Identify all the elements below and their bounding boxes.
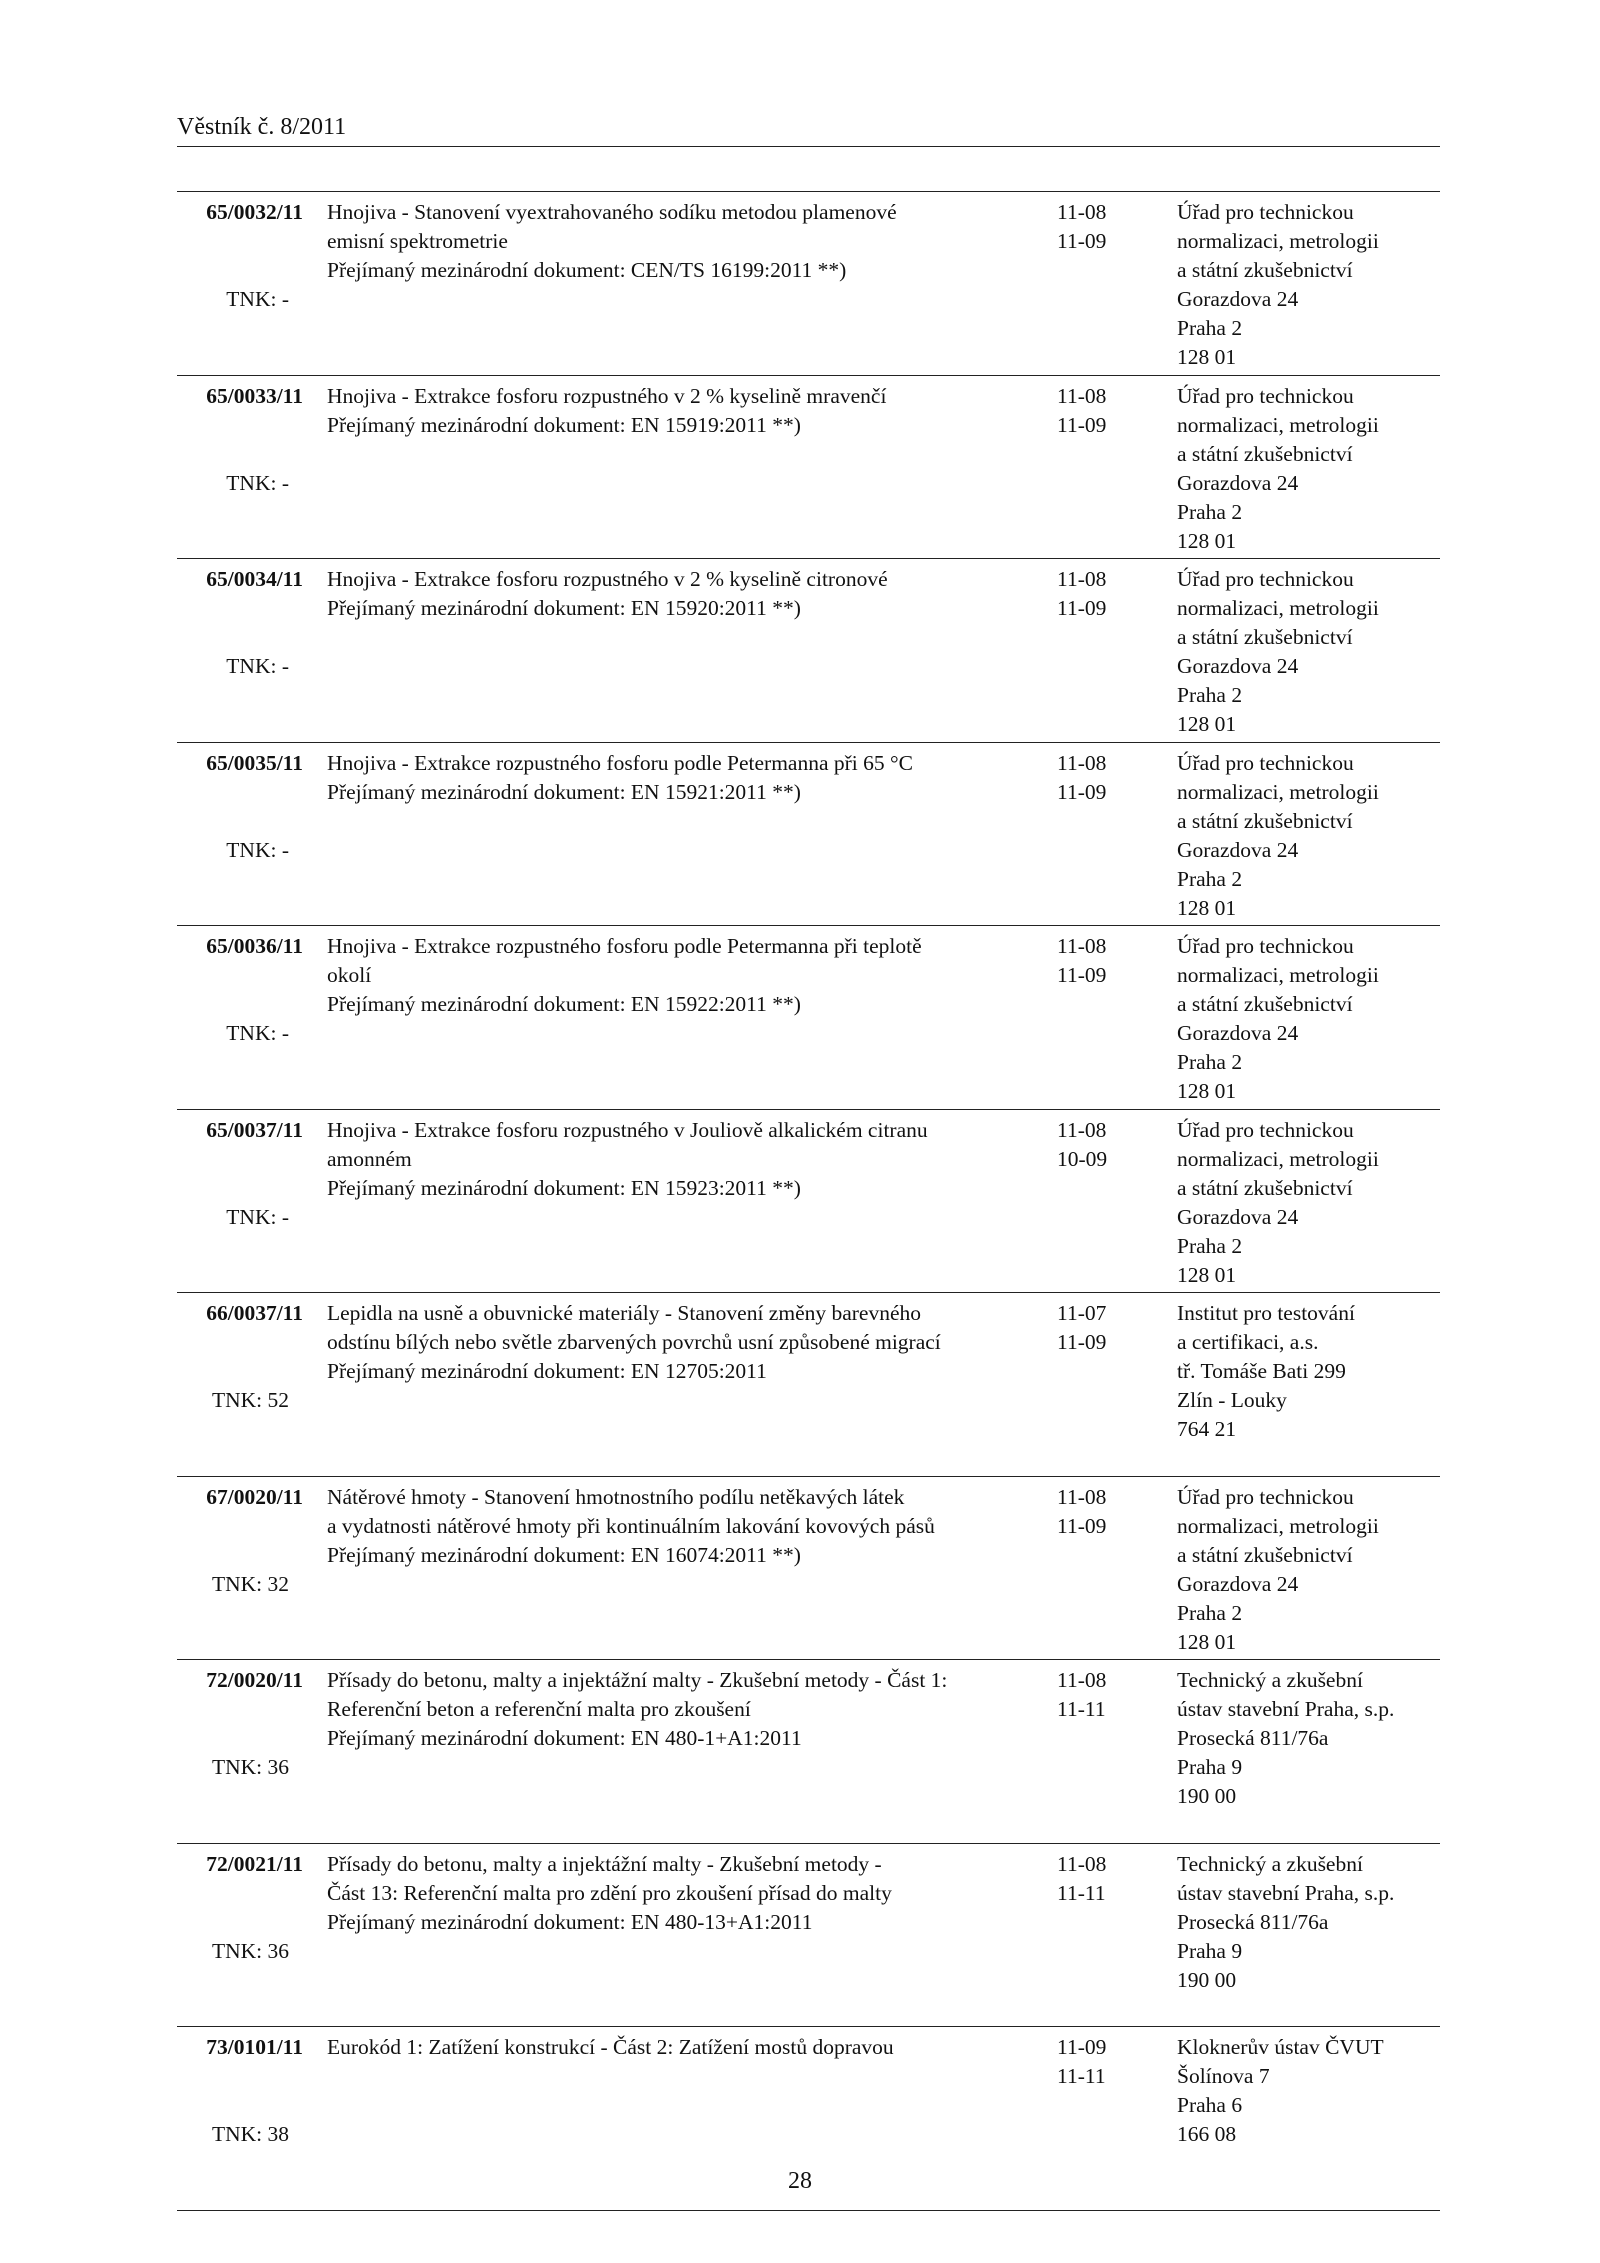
record-address-line: Praha 9	[1177, 1755, 1243, 1779]
record-address-line: Prosecká 811/76a	[1177, 1909, 1329, 1934]
record-description	[327, 565, 888, 623]
record-address-line: 128 01	[1177, 345, 1237, 369]
record-dates-line: 11-11	[1057, 1880, 1106, 1905]
record-description-line: Přejímaný mezinárodní dokument: EN 15921:2011 **)	[327, 779, 801, 804]
record-row	[177, 376, 1440, 560]
record-address-line: Praha 6	[1177, 2093, 1243, 2117]
record-tnk: TNK: -	[226, 837, 289, 862]
record-id: 66/0037/11	[206, 1301, 303, 1325]
record-address-line: Praha 2	[1177, 316, 1243, 340]
record-description-line: Hnojiva - Stanovení vyextrahovaného sodíku metodou plamenové	[327, 200, 897, 224]
record-address-line: normalizaci, metrologii	[1177, 229, 1379, 253]
record-address-line: Šolínova 7	[1177, 2064, 1270, 2088]
record-address-line: a státní zkušebnictví	[1177, 1175, 1353, 1200]
record-address-line: normalizaci, metrologii	[1177, 596, 1379, 620]
record-description-line: Přejímaný mezinárodní dokument: EN 16074:2011 **)	[327, 1542, 801, 1567]
page-number: 28	[788, 2168, 812, 2194]
record-address-line: Gorazdova 24	[1177, 1021, 1299, 1045]
record-address-line: 128 01	[1177, 1079, 1237, 1103]
record-description-line: Přejímaný mezinárodní dokument: EN 480-1+A1:2011	[327, 1726, 802, 1750]
record-dates-line: 11-07	[1057, 1301, 1107, 1325]
record-address-line: a státní zkušebnictví	[1177, 992, 1353, 1016]
record-dates-line: 11-09	[1057, 2035, 1107, 2059]
record-address-line: 764 21	[1177, 1417, 1237, 1441]
record-row	[177, 1110, 1440, 1294]
record-dates-line: 11-08	[1057, 1117, 1107, 1142]
record-tnk: TNK: 32	[211, 1571, 289, 1596]
record-dates-line: 11-09	[1057, 779, 1107, 804]
record-id: 65/0033/11	[206, 383, 303, 408]
record-address-line: Kloknerův ústav ČVUT	[1177, 2035, 1384, 2059]
page-header	[177, 112, 1440, 147]
record-address-line: normalizaci, metrologii	[1177, 779, 1379, 804]
record-address-line: Technický a zkušební	[1177, 1851, 1363, 1876]
record-dates-line: 11-08	[1057, 1668, 1107, 1692]
record-description-line: Přejímaný mezinárodní dokument: EN 12705:2011	[327, 1359, 767, 1383]
record-address-line: Praha 2	[1177, 866, 1243, 891]
record-address-line: Gorazdova 24	[1177, 837, 1299, 862]
record-address-line: normalizaci, metrologii	[1177, 1513, 1379, 1538]
record-description-line: Hnojiva - Extrakce rozpustného fosforu podle Petermanna při teplotě	[327, 934, 922, 958]
record-address-line: 128 01	[1177, 1629, 1237, 1654]
record-tnk: TNK: -	[226, 287, 289, 311]
record-description	[327, 1850, 892, 1937]
record-address	[1177, 1850, 1440, 1995]
record-row	[177, 559, 1440, 743]
record-row	[177, 1477, 1440, 1661]
record-address-line: a státní zkušebnictví	[1177, 258, 1353, 282]
record-dates-line: 11-11	[1057, 2064, 1106, 2088]
record-tnk: TNK: -	[226, 1204, 289, 1229]
record-description	[327, 1666, 948, 1753]
record-row	[177, 192, 1440, 376]
record-description-line: Nátěrové hmoty - Stanovení hmotnostního podílu netěkavých látek	[327, 1484, 905, 1509]
record-description	[327, 382, 887, 440]
record-description	[327, 1299, 941, 1386]
record-address-line: 128 01	[1177, 528, 1237, 553]
record-address-line: normalizaci, metrologii	[1177, 1146, 1379, 1171]
record-address-line: Praha 2	[1177, 1233, 1243, 1258]
record-address-line: normalizaci, metrologii	[1177, 963, 1379, 987]
record-description-line: Lepidla na usně a obuvnické materiály - Stanovení změny barevného	[327, 1301, 922, 1325]
record-address-line: a státní zkušebnictví	[1177, 808, 1353, 833]
record-row	[177, 1660, 1440, 1844]
record-description	[327, 749, 913, 807]
record-address-line: Úřad pro technickou	[1177, 383, 1354, 408]
record-dates-line: 11-09	[1057, 412, 1107, 437]
record-address-line: Úřad pro technickou	[1177, 1117, 1354, 1142]
record-id: 72/0020/11	[206, 1668, 303, 1692]
record-dates-line: 10-09	[1057, 1146, 1108, 1171]
record-id: 73/0101/11	[206, 2035, 303, 2059]
record-address-line: Gorazdova 24	[1177, 1204, 1299, 1229]
record-address	[1177, 932, 1440, 1106]
record-address-line: 128 01	[1177, 712, 1237, 736]
record-address-line: Úřad pro technickou	[1177, 750, 1354, 775]
record-address-line: Úřad pro technickou	[1177, 200, 1354, 224]
record-row	[177, 1293, 1440, 1477]
record-address-line: Gorazdova 24	[1177, 470, 1299, 495]
record-address-line: a státní zkušebnictví	[1177, 1542, 1353, 1567]
record-address-line: Gorazdova 24	[1177, 654, 1299, 678]
record-dates	[1057, 932, 1147, 990]
record-dates-line: 11-09	[1057, 229, 1107, 253]
record-description	[327, 2033, 894, 2062]
record-address-line: a certifikaci, a.s.	[1177, 1330, 1319, 1354]
record-dates	[1057, 1850, 1147, 1908]
record-address-line: Praha 2	[1177, 499, 1243, 524]
record-dates	[1057, 749, 1147, 807]
record-dates-line: 11-09	[1057, 1513, 1107, 1538]
record-address-line: normalizaci, metrologii	[1177, 412, 1379, 437]
record-dates-line: 11-08	[1057, 200, 1107, 224]
record-dates	[1057, 1666, 1147, 1724]
record-tnk: TNK: 36	[211, 1938, 289, 1963]
record-address-line: Zlín - Louky	[1177, 1388, 1287, 1412]
record-dates	[1057, 382, 1147, 440]
journal-title: Věstník č. 8/2011	[177, 114, 347, 140]
record-dates-line: 11-08	[1057, 750, 1107, 775]
record-tnk: TNK: -	[226, 654, 289, 678]
record-row	[177, 926, 1440, 1110]
record-description-line: emisní spektrometrie	[327, 229, 508, 253]
record-address	[1177, 565, 1440, 739]
record-dates-line: 11-11	[1057, 1697, 1106, 1721]
record-address-line: Institut pro testování	[1177, 1301, 1355, 1325]
record-id: 65/0037/11	[206, 1117, 303, 1142]
record-dates-line: 11-09	[1057, 1330, 1107, 1354]
record-description-line: Přejímaný mezinárodní dokument: CEN/TS 16199:2011 **)	[327, 258, 847, 282]
record-row	[177, 743, 1440, 927]
record-id: 65/0035/11	[206, 750, 303, 775]
record-address-line: 166 08	[1177, 2122, 1237, 2146]
record-address	[1177, 1666, 1440, 1811]
record-address	[1177, 198, 1440, 372]
record-address-line: Gorazdova 24	[1177, 287, 1299, 311]
record-dates	[1057, 1483, 1147, 1541]
record-address-line: Praha 9	[1177, 1938, 1243, 1963]
record-dates-line: 11-08	[1057, 934, 1107, 958]
record-description-line: okolí	[327, 963, 372, 987]
record-description	[327, 1116, 928, 1203]
record-address	[1177, 2033, 1440, 2149]
record-address-line: a státní zkušebnictví	[1177, 625, 1353, 649]
record-dates-line: 11-09	[1057, 596, 1107, 620]
record-address-line: ústav stavební Praha, s.p.	[1177, 1697, 1395, 1721]
record-tnk: TNK: 52	[211, 1388, 289, 1412]
record-address-line: 128 01	[1177, 1262, 1237, 1287]
record-description-line: Hnojiva - Extrakce fosforu rozpustného v 2 % kyselině mravenčí	[327, 383, 887, 408]
record-address	[1177, 749, 1440, 923]
record-address	[1177, 1299, 1440, 1444]
record-description-line: Přejímaný mezinárodní dokument: EN 15920:2011 **)	[327, 596, 801, 620]
record-id: 72/0021/11	[206, 1851, 303, 1876]
record-description-line: Přejímaný mezinárodní dokument: EN 15922:2011 **)	[327, 992, 801, 1016]
record-address	[1177, 1483, 1440, 1657]
record-description-line: Hnojiva - Extrakce rozpustného fosforu podle Petermanna při 65 °C	[327, 750, 913, 775]
record-id: 67/0020/11	[206, 1484, 303, 1509]
record-address-line: Prosecká 811/76a	[1177, 1726, 1329, 1750]
record-id: 65/0034/11	[206, 567, 303, 591]
record-row	[177, 1844, 1440, 2028]
record-description-line: Přísady do betonu, malty a injektážní malty - Zkušební metody -	[327, 1851, 882, 1876]
record-tnk: TNK: 36	[211, 1755, 289, 1779]
record-description-line: Eurokód 1: Zatížení konstrukcí - Část 2: Zatížení mostů dopravou	[327, 2035, 894, 2059]
record-address-line: tř. Tomáše Bati 299	[1177, 1359, 1346, 1383]
record-tnk: TNK: -	[226, 470, 289, 495]
record-description	[327, 1483, 935, 1570]
record-dates-line: 11-08	[1057, 567, 1107, 591]
record-address-line: Praha 2	[1177, 683, 1243, 707]
record-dates	[1057, 1116, 1147, 1174]
record-dates-line: 11-08	[1057, 383, 1107, 408]
record-description-line: Hnojiva - Extrakce fosforu rozpustného v 2 % kyselině citronové	[327, 567, 888, 591]
record-dates	[1057, 2033, 1147, 2091]
record-address-line: Technický a zkušební	[1177, 1668, 1363, 1692]
record-address	[1177, 1116, 1440, 1290]
record-description-line: Přísady do betonu, malty a injektážní malty - Zkušební metody - Část 1:	[327, 1668, 948, 1692]
record-address-line: ústav stavební Praha, s.p.	[1177, 1880, 1395, 1905]
record-description-line: odstínu bílých nebo světle zbarvených povrchů usní způsobené migrací	[327, 1330, 941, 1354]
record-description-line: Hnojiva - Extrakce fosforu rozpustného v Jouliově alkalickém citranu	[327, 1117, 928, 1142]
records-table	[177, 191, 1440, 2211]
record-address-line: Praha 2	[1177, 1050, 1243, 1074]
record-address-line: 190 00	[1177, 1784, 1237, 1808]
record-tnk: TNK: -	[226, 1021, 289, 1045]
record-description	[327, 932, 922, 1019]
record-address-line: Úřad pro technickou	[1177, 934, 1354, 958]
record-description-line: a vydatnosti nátěrové hmoty při kontinuálním lakování kovových pásů	[327, 1513, 935, 1538]
record-description-line: Referenční beton a referenční malta pro zkoušení	[327, 1697, 751, 1721]
record-id: 65/0032/11	[206, 200, 303, 224]
record-address-line: Praha 2	[1177, 1600, 1243, 1625]
record-description-line: amonném	[327, 1146, 412, 1171]
record-description-line: Přejímaný mezinárodní dokument: EN 480-13+A1:2011	[327, 1909, 813, 1934]
record-dates-line: 11-08	[1057, 1484, 1107, 1509]
record-dates-line: 11-09	[1057, 963, 1107, 987]
record-description-line: Přejímaný mezinárodní dokument: EN 15919:2011 **)	[327, 412, 801, 437]
record-tnk: TNK: 38	[211, 2122, 289, 2146]
record-dates-line: 11-08	[1057, 1851, 1107, 1876]
record-address-line: Úřad pro technickou	[1177, 1484, 1354, 1509]
record-address-line: Gorazdova 24	[1177, 1571, 1299, 1596]
record-address-line: Úřad pro technickou	[1177, 567, 1354, 591]
record-address-line: 128 01	[1177, 895, 1237, 920]
record-dates	[1057, 565, 1147, 623]
record-description-line: Přejímaný mezinárodní dokument: EN 15923:2011 **)	[327, 1175, 801, 1200]
record-description	[327, 198, 897, 285]
record-id: 65/0036/11	[206, 934, 303, 958]
record-address	[1177, 382, 1440, 556]
record-description-line: Část 13: Referenční malta pro zdění pro zkoušení přísad do malty	[327, 1880, 892, 1905]
record-dates	[1057, 1299, 1147, 1357]
record-dates	[1057, 198, 1147, 256]
record-address-line: a státní zkušebnictví	[1177, 441, 1353, 466]
record-address-line: 190 00	[1177, 1967, 1237, 1992]
